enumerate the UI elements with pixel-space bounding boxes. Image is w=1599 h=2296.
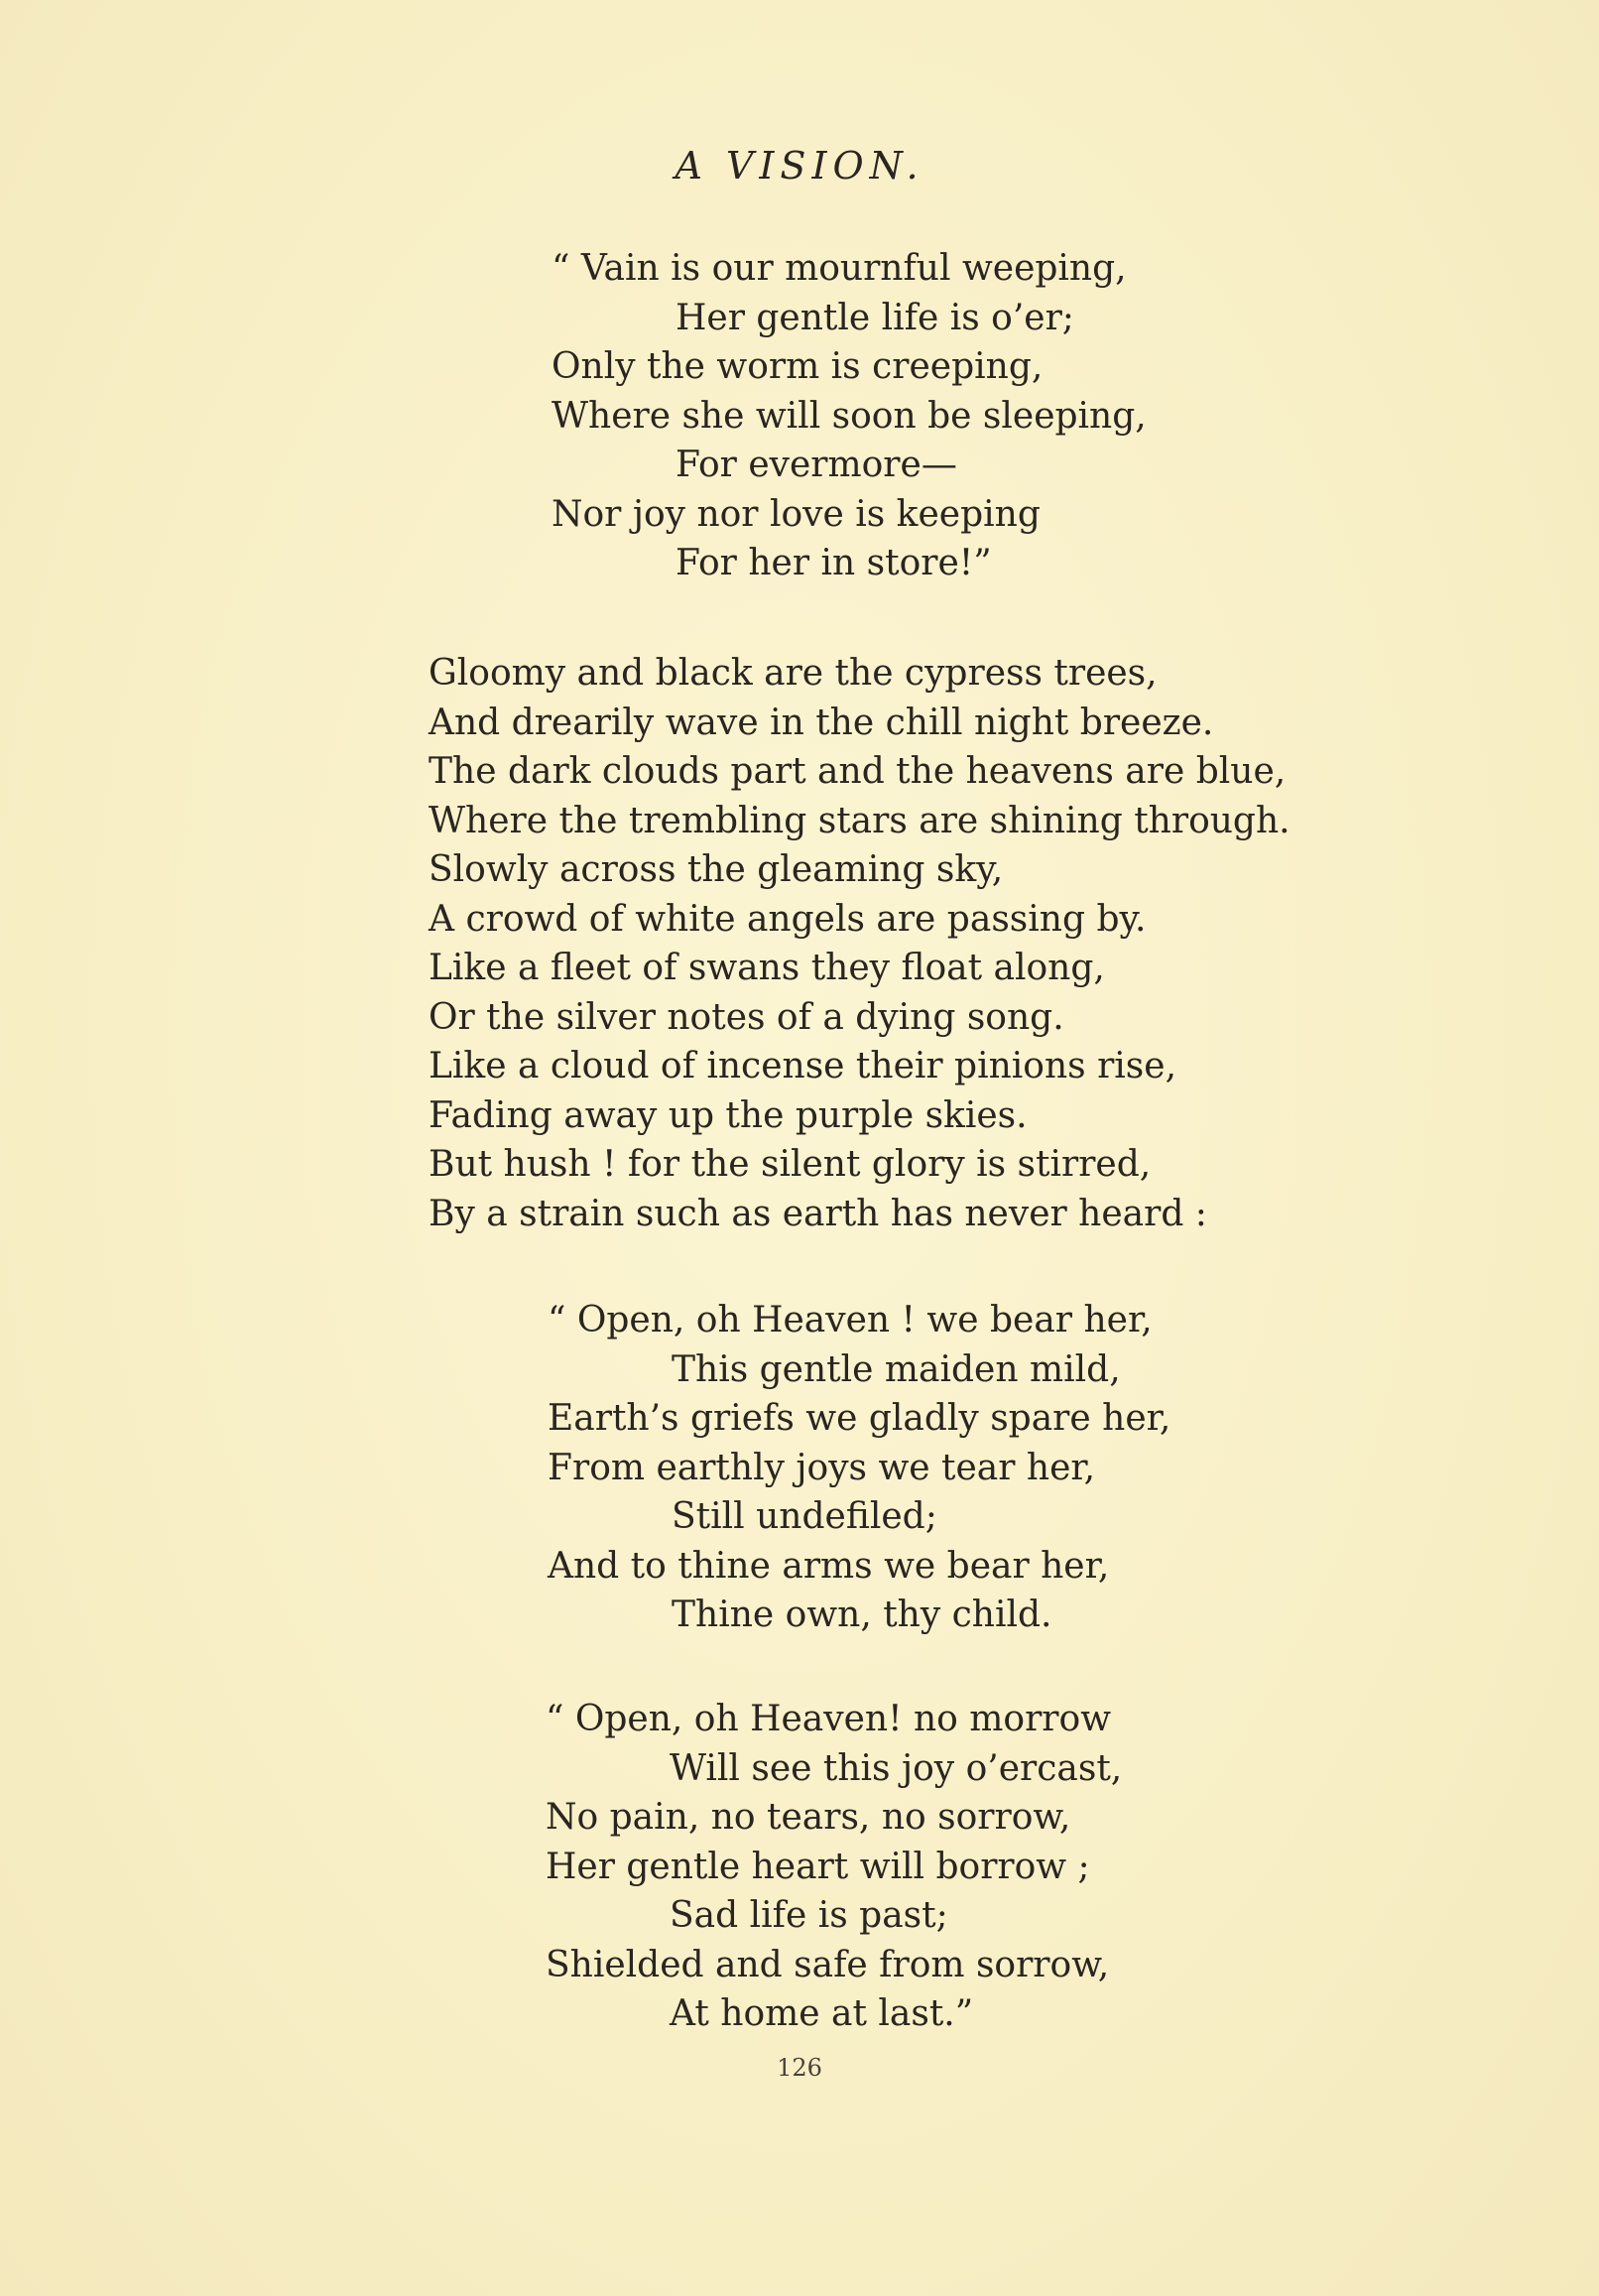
verse-line: But hush ! for the silent glory is stirred, — [429, 1144, 1152, 1185]
verse-line: Nor joy nor love is keeping — [552, 493, 1041, 535]
verse-line: Slowly across the gleaming sky, — [429, 849, 1004, 890]
verse-line: Only the worm is creeping, — [552, 346, 1044, 387]
stanza-4 — [546, 1695, 1122, 2039]
verse-line: By a strain such as earth has never heard : — [429, 1193, 1207, 1234]
stanza-2 — [429, 649, 1291, 1238]
verse-line: Will see this joy o’ercast, — [670, 1747, 1123, 1789]
verse-line: And drearily wave in the chill night breeze. — [429, 702, 1214, 743]
verse-line: Still undefiled; — [672, 1496, 937, 1537]
verse-line: Gloomy and black are the cypress trees, — [429, 653, 1158, 694]
verse-line: Or the silver notes of a dying song. — [429, 996, 1064, 1038]
verse-line: Shielded and safe from sorrow, — [546, 1944, 1110, 1985]
verse-line: Fading away up the purple skies. — [429, 1094, 1028, 1136]
verse-line: Where the trembling stars are shining through. — [429, 800, 1291, 841]
stanza-1 — [552, 244, 1147, 588]
verse-line: Her gentle heart will borrow ; — [546, 1846, 1090, 1887]
verse-line: This gentle maiden mild, — [672, 1348, 1121, 1390]
verse-line: At home at last.” — [670, 1993, 974, 2034]
verse-line: And to thine arms we bear her, — [548, 1545, 1110, 1587]
verse-line: “ Vain is our mournful weeping, — [552, 248, 1127, 289]
verse-line: Like a fleet of swans they float along, — [429, 948, 1105, 988]
verse-line: From earthly joys we tear her, — [548, 1447, 1096, 1488]
verse-line: Sad life is past; — [670, 1895, 948, 1936]
verse-line: A crowd of white angels are passing by. — [429, 898, 1147, 940]
stanza-3 — [548, 1296, 1170, 1640]
running-head-title: A VISION. — [675, 144, 924, 188]
verse-line: The dark clouds part and the heavens are blue, — [429, 751, 1287, 792]
verse-line: Earth’s griefs we gladly spare her, — [548, 1398, 1171, 1439]
verse-line: Where she will soon be sleeping, — [552, 395, 1147, 437]
verse-line: For evermore— — [676, 445, 957, 485]
verse-line: Thine own, thy child. — [672, 1594, 1052, 1635]
verse-line: Like a cloud of incense their pinions rise, — [429, 1046, 1177, 1086]
verse-line: “ Open, oh Heaven ! we bear her, — [548, 1300, 1153, 1340]
verse-line: For her in store!” — [676, 543, 992, 583]
verse-line: Her gentle life is o’er; — [676, 297, 1074, 338]
verse-line: No pain, no tears, no sorrow, — [546, 1797, 1071, 1838]
page-number: 126 — [777, 2054, 822, 2082]
verse-line: “ Open, oh Heaven! no morrow — [546, 1699, 1112, 1739]
